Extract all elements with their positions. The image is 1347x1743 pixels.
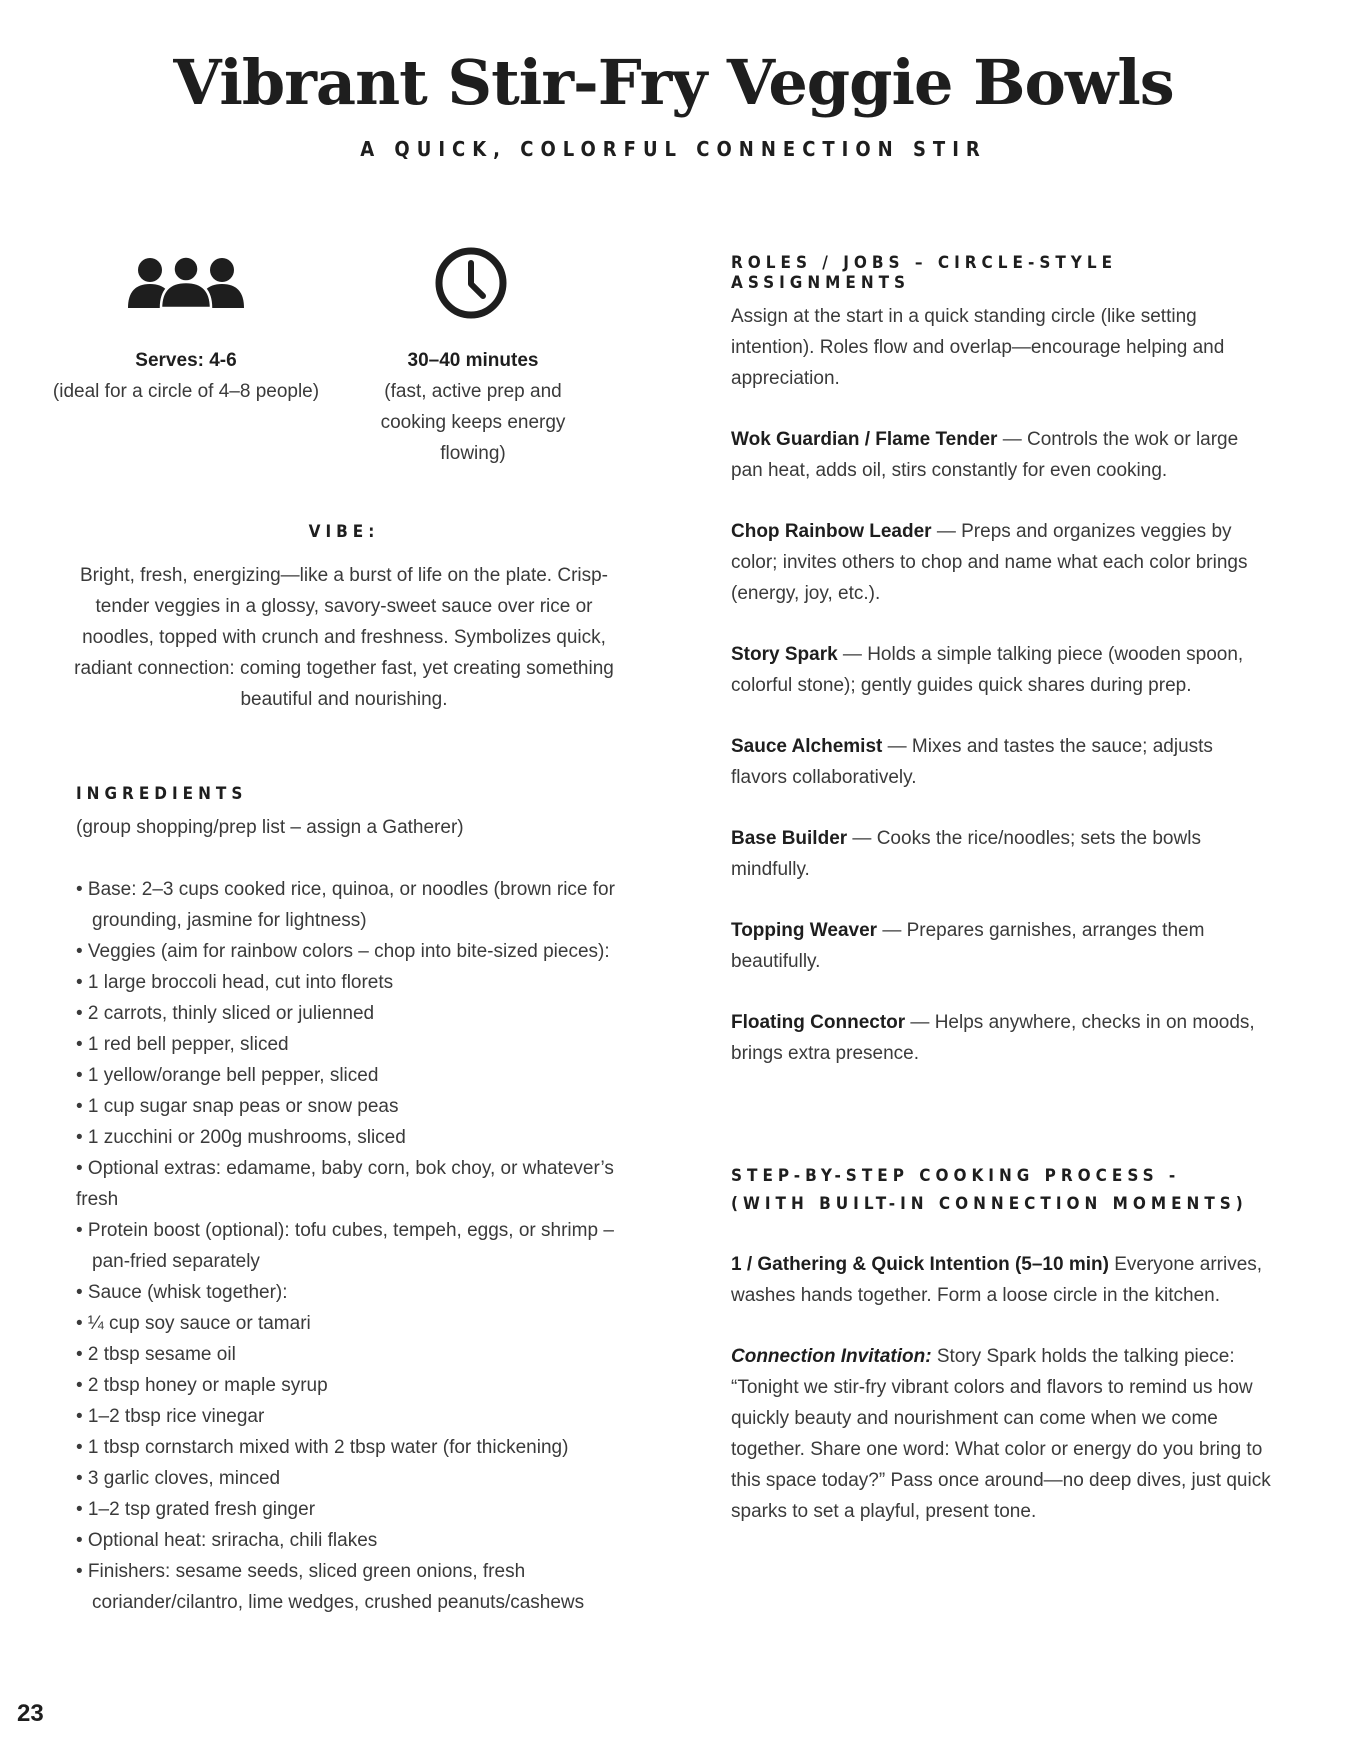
- process-heading: [731, 1162, 1271, 1218]
- process-heading-line2: (WITH BUILT-IN CONNECTION MOMENTS): [731, 1194, 1248, 1214]
- list-item: • ¼ cup soy sauce or tamari: [76, 1313, 311, 1334]
- list-item: • Protein boost (optional): tofu cubes, tempeh, eggs, or shrimp – pan-fried separately: [76, 1220, 614, 1272]
- invitation-label: Connection Invitation:: [731, 1346, 932, 1367]
- vibe-text: Bright, fresh, energizing—like a burst of life on the plate. Crisp-tender veggies in a glossy, savory-sweet sauce over rice or noodles, topped with crunch and freshness. Symbolizes quick, radiant connection: coming together fast, yet creating something beautiful and nourishing.: [74, 565, 614, 710]
- role-item: [731, 639, 1271, 701]
- serves-block: [51, 345, 321, 407]
- roles-heading: ROLES / JOBS – CIRCLE-STYLE ASSIGNMENTS: [731, 253, 1118, 293]
- list-item: • Veggies (aim for rainbow colors – chop into bite-sized pieces):: [76, 941, 610, 962]
- ingredients-heading: INGREDIENTS: [76, 784, 248, 804]
- role-item: [731, 731, 1271, 793]
- role-name: Sauce Alchemist: [731, 736, 883, 757]
- role-name: Floating Connector: [731, 1012, 906, 1033]
- list-item: • 2 carrots, thinly sliced or julienned: [76, 1003, 375, 1024]
- serves-label: Serves: 4-6: [135, 350, 237, 371]
- role-name: Wok Guardian / Flame Tender: [731, 429, 998, 450]
- role-name: Topping Weaver: [731, 920, 878, 941]
- role-desc: — Cooks the rice/noodles; sets the bowls mindfully.: [731, 828, 1201, 880]
- role-desc: — Controls the wok or large pan heat, adds oil, stirs constantly for even cooking.: [731, 429, 1239, 481]
- list-item: • 1 large broccoli head, cut into florets: [76, 972, 394, 993]
- process-heading-line1: STEP-BY-STEP COOKING PROCESS -: [731, 1166, 1181, 1186]
- role-name: Base Builder: [731, 828, 848, 849]
- invitation-text: Story Spark holds the talking piece: “Tonight we stir-fry vibrant colors and flavors to remind us how quickly beauty and nourishment can come when we come together. Share one word: What color or energy do you bring to this space today?” Pass once around—no deep dives, just quick sparks to set a playful, present tone.: [731, 1346, 1271, 1522]
- role-desc: — Helps anywhere, checks in on moods, brings extra presence.: [731, 1012, 1255, 1064]
- serves-detail: (ideal for a circle of 4–8 people): [52, 381, 320, 402]
- role-item: [731, 424, 1271, 486]
- role-item: [731, 1007, 1271, 1069]
- vibe-section: [74, 522, 614, 715]
- list-item: • Optional heat: sriracha, chili flakes: [76, 1530, 378, 1551]
- list-item: • 1–2 tsp grated fresh ginger: [76, 1499, 316, 1520]
- role-desc: — Holds a simple talking piece (wooden spoon, colorful stone); gently guides quick shares during prep.: [731, 644, 1244, 696]
- process-step-1: [731, 1249, 1271, 1311]
- ingredients-section: [76, 784, 616, 1618]
- process-section: [731, 1162, 1271, 1527]
- list-item: • Base: 2–3 cups cooked rice, quinoa, or noodles (brown rice for grounding, jasmine for lightness): [76, 879, 615, 931]
- role-item: [731, 516, 1271, 609]
- list-item: • 2 tbsp honey or maple syrup: [76, 1375, 328, 1396]
- step-title: 1 / Gathering & Quick Intention (5–10 min): [731, 1254, 1109, 1275]
- time-detail: (fast, active prep and cooking keeps energy flowing): [380, 381, 566, 464]
- role-desc: — Prepares garnishes, arranges them beautifully.: [731, 920, 1205, 972]
- roles-intro: Assign at the start in a quick standing circle (like setting intention). Roles flow and overlap—encourage helping and appreciation.: [731, 306, 1225, 389]
- time-label: 30–40 minutes: [407, 350, 539, 371]
- page-subtitle: A QUICK, COLORFUL CONNECTION STIR: [360, 137, 987, 161]
- list-item: • 1 zucchini or 200g mushrooms, sliced: [76, 1127, 406, 1148]
- list-item: • 1 red bell pepper, sliced: [76, 1034, 289, 1055]
- list-item: • 3 garlic cloves, minced: [76, 1468, 281, 1489]
- list-item: • 1 cup sugar snap peas or snow peas: [76, 1096, 399, 1117]
- role-item: [731, 915, 1271, 977]
- list-item: • 1 tbsp cornstarch mixed with 2 tbsp water (for thickening): [76, 1437, 569, 1458]
- list-item: • 1 yellow/orange bell pepper, sliced: [76, 1065, 379, 1086]
- list-item: • 1–2 tbsp rice vinegar: [76, 1406, 265, 1427]
- page-number: 23: [17, 1700, 44, 1727]
- role-desc: — Mixes and tastes the sauce; adjusts flavors collaboratively.: [731, 736, 1213, 788]
- list-item: • Optional extras: edamame, baby corn, bok choy, or whatever’s fresh: [76, 1158, 614, 1210]
- role-desc: — Preps and organizes veggies by color; invites others to chop and name what each color brings (energy, joy, etc.).: [731, 521, 1248, 604]
- role-item: [731, 823, 1271, 885]
- time-block: [338, 345, 608, 469]
- list-item: • Finishers: sesame seeds, sliced green onions, fresh coriander/cilantro, lime wedges, crushed peanuts/cashews: [76, 1561, 585, 1613]
- vibe-heading: VIBE:: [308, 522, 380, 542]
- list-item: • 2 tbsp sesame oil: [76, 1344, 236, 1365]
- ingredients-list: [76, 874, 616, 1618]
- step-text: Everyone arrives, washes hands together. Form a loose circle in the kitchen.: [731, 1254, 1263, 1306]
- page-title: Vibrant Stir-Fry Veggie Bowls: [173, 46, 1174, 119]
- roles-section: [731, 253, 1271, 1099]
- list-item: • Sauce (whisk together):: [76, 1282, 288, 1303]
- role-name: Story Spark: [731, 644, 838, 665]
- people-group-icon: [128, 256, 244, 308]
- ingredients-note: (group shopping/prep list – assign a Gatherer): [76, 817, 464, 838]
- clock-icon: [434, 246, 508, 320]
- role-name: Chop Rainbow Leader: [731, 521, 932, 542]
- connection-invitation: [731, 1341, 1271, 1527]
